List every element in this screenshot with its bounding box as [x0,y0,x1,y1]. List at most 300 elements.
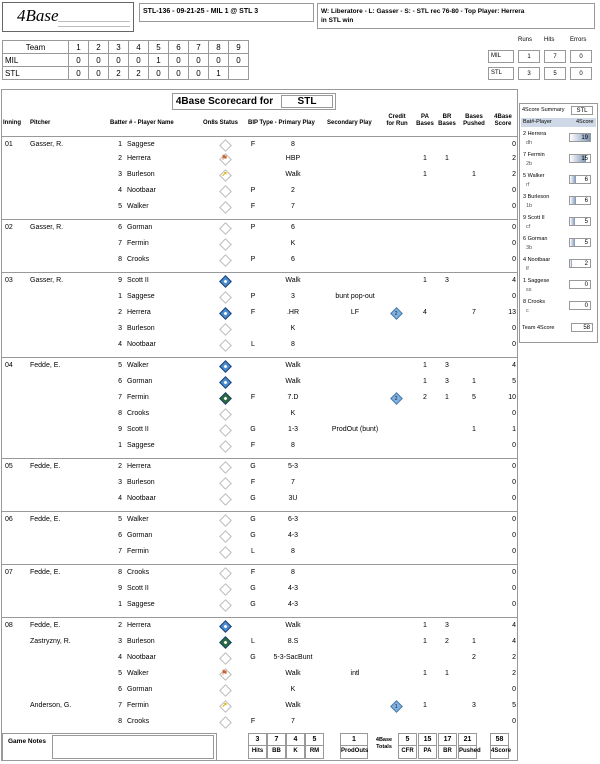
pa-bases: 1 [423,171,427,178]
pa-bases: 2 [423,394,427,401]
summary-score [569,301,591,310]
summary-total: 58 [571,323,593,332]
batter-name: Scott II [127,277,149,284]
4base-score: 0 [512,569,516,576]
pitcher-name: Gasser, R. [30,141,64,148]
pa-bases: 1 [423,277,427,284]
column-header: 4Base Score [494,114,512,127]
pa-bases: 1 [423,362,427,369]
primary-play: 7 [291,718,295,725]
game-notes-field[interactable] [52,735,214,759]
4base-score: 0 [512,686,516,693]
runner-icon: ⚑ [221,670,228,677]
runner-icon: ⚑ [221,155,228,162]
bip-type: G [250,585,256,592]
prodouts-box-label: ProdOuts [341,745,367,757]
primary-play: 8 [291,341,295,348]
batter-name: Crooks [127,718,150,725]
batter-name: Saggese [127,442,155,449]
stat-box [286,733,305,759]
stat-box-value: 4 [293,736,298,743]
batter-number: 1 [118,293,122,300]
inning-number: 04 [5,362,13,369]
inning-score: 0 [89,54,109,67]
total-box-label: 4Score [491,745,508,757]
batter-name: Gorman [127,532,153,539]
pa-bases: 1 [423,155,427,162]
summary-team: STL [571,106,593,115]
total-box [398,733,417,759]
column-header: Credit for Run [386,114,408,127]
prodouts-box-value: 1 [352,736,356,743]
summary-total-label: Team 4Score [522,325,555,331]
bip-type: G [250,516,256,523]
4base-score: 0 [512,601,516,608]
bases-pushed: 7 [472,309,476,316]
bip-type: L [251,341,255,348]
batter-number: 7 [118,548,122,555]
total-box-value: 58 [495,736,504,743]
inning-score: 0 [189,67,209,80]
4base-score: 5 [512,378,516,385]
batter-name: Nootbaar [127,495,156,502]
pitcher-name: Gasser, R. [30,277,64,284]
bases-pushed: 5 [472,394,476,401]
result-line-2: in STL win [321,17,354,24]
batter-name: Walker [127,203,149,210]
inning-number: 08 [5,622,13,629]
4base-score: 0 [512,548,516,555]
summary-score-value: 15 [581,156,588,162]
batter-name: Gorman [127,378,153,385]
br-bases: 3 [445,362,449,369]
primary-play: HBP [285,155,301,162]
primary-play: 4-3 [287,601,299,608]
total-box [458,733,481,759]
batter-name: Saggese [127,141,155,148]
4base-score: 0 [512,293,516,300]
summary-score [569,238,591,247]
bip-type: G [250,532,256,539]
batter-name: Herrera [127,463,151,470]
batter-number: 9 [118,426,122,433]
primary-play: 8 [291,442,295,449]
inning-score: 0 [209,54,229,67]
batter-number: 7 [118,702,122,709]
batter-number: 5 [118,516,122,523]
inning-divider [1,458,518,459]
summary-player: 9 Scott II [523,215,545,221]
4base-score: 0 [512,341,516,348]
column-header: Pitcher [30,120,51,126]
summary-score-bar [570,218,575,225]
column-header: BIP Type - Primary Play [248,120,315,126]
rhe-header: Errors [570,37,587,43]
inning-number: 07 [5,569,13,576]
bases-pushed: 1 [472,638,476,645]
batter-number: 2 [118,155,122,162]
primary-play: Walk [285,670,301,677]
inning-score [229,67,249,80]
result-header [317,3,595,29]
bip-type: P [250,187,256,194]
logo-text: 4Base [17,6,59,25]
inning-header: 1 [69,41,89,54]
4base-score: 0 [512,410,516,417]
stat-box-value: 7 [274,736,279,743]
batter-name: Fermin [127,702,149,709]
primary-play: Walk [285,277,301,284]
prodouts-box [340,733,368,759]
stat-box-label: Hits [249,745,266,757]
scorecard-team: STL [281,95,333,108]
inning-divider [1,136,518,137]
summary-position: 2b [526,161,533,167]
batter-number: 4 [118,495,122,502]
inning-score: 0 [189,54,209,67]
bip-type: G [250,463,256,470]
inning-score: 0 [149,67,169,80]
primary-play: 7 [291,479,295,486]
batter-number: 6 [118,686,122,693]
scorecard-title [172,93,336,110]
stat-box-label: BB [268,745,285,757]
4base-score: 0 [512,203,516,210]
inning-header: 5 [149,41,169,54]
rhe-errors: 0 [570,67,592,80]
summary-score-value: 5 [584,219,588,225]
total-box [418,733,437,759]
summary-score-value: 19 [581,135,588,141]
primary-play: K [290,240,296,247]
summary-player: 8 Crooks [523,299,546,305]
bases-pushed: 1 [472,171,476,178]
batter-number: 9 [118,277,122,284]
summary-score [569,175,591,184]
bip-type: P [250,293,256,300]
inning-header: 7 [189,41,209,54]
inning-divider [1,617,518,618]
bip-type: G [250,654,256,661]
bip-type: P [250,256,256,263]
bip-type: G [250,601,256,608]
batter-number: 6 [118,224,122,231]
summary-score-bar [570,176,576,183]
primary-play: 1-3 [287,426,299,433]
4base-score: 0 [512,463,516,470]
inning-header: 4 [129,41,149,54]
batter-number: 2 [118,309,122,316]
inning-number: 03 [5,277,13,284]
primary-play: Walk [285,362,301,369]
logo-subline [58,21,130,27]
batter-number: 3 [118,325,122,332]
inning-score: 0 [229,54,249,67]
inning-divider [1,272,518,273]
bip-type: F [250,718,256,725]
4base-score: 0 [512,224,516,231]
4base-score: 13 [508,309,516,316]
line-score-table [2,40,249,80]
primary-play: K [290,686,296,693]
primary-play: 8.S [287,638,299,645]
pa-bases: 1 [423,702,427,709]
bip-type: F [250,141,256,148]
inning-header: 3 [109,41,129,54]
batter-name: Herrera [127,309,151,316]
batter-number: 7 [118,394,122,401]
batter-number: 7 [118,240,122,247]
primary-play: 3 [291,293,295,300]
batter-number: 4 [118,654,122,661]
inning-score: 0 [129,54,149,67]
pitcher-name: Gasser, R. [30,224,64,231]
4base-score: 2 [512,670,516,677]
bip-type: G [250,426,256,433]
inning-number: 01 [5,141,13,148]
summary-score [569,196,591,205]
4base-score: 4 [512,277,516,284]
inning-score: 0 [109,54,129,67]
batter-name: Burleson [127,325,155,332]
batter-number: 8 [118,410,122,417]
inning-score: 1 [209,67,229,80]
br-bases: 3 [445,378,449,385]
logo [2,2,134,32]
rhe-header: Hits [544,37,555,43]
bases-pushed: 1 [472,426,476,433]
summary-player: 4 Nootbaar [523,257,551,263]
summary-player: 7 Fermin [523,152,545,158]
inning-score: 0 [69,54,89,67]
summary-score [569,133,591,142]
stat-box-value: 3 [255,736,260,743]
stat-box [267,733,286,759]
pa-bases: 4 [423,309,427,316]
bip-type: F [250,479,256,486]
br-bases: 2 [445,638,449,645]
batter-number: 9 [118,585,122,592]
rhe-errors: 0 [570,50,592,63]
inning-divider [1,511,518,512]
stat-box-label: K [287,745,304,757]
game-title: STL-136 - 09-21-25 - MIL 1 @ STL 3 [143,8,259,15]
pa-bases: 1 [423,622,427,629]
batter-number: 1 [118,601,122,608]
summary-score-bar [570,197,576,204]
inning-score: 2 [109,67,129,80]
summary-player: 3 Burleson [523,194,550,200]
total-box-value: 21 [463,736,472,743]
secondary-play: LF [350,309,360,316]
summary-score [569,280,591,289]
batter-number: 5 [118,362,122,369]
total-box [438,733,457,759]
runner-icon: ➚ [221,702,228,709]
4base-score: 10 [508,394,516,401]
batter-number: 1 [118,442,122,449]
pitcher-name: Fedde, E. [30,463,61,470]
br-bases: 1 [445,394,449,401]
primary-play: 4-3 [287,585,299,592]
stat-box [248,733,267,759]
pitcher-name: Fedde, E. [30,362,61,369]
4base-score: 0 [512,141,516,148]
4base-score: 0 [512,442,516,449]
batter-name: Nootbaar [127,187,156,194]
credit-for-run-value: 2 [394,310,398,317]
summary-position: ss [526,287,532,293]
total-box-value: 17 [443,736,452,743]
column-header: Batter # - Player Name [110,120,174,126]
rhe-hits: 5 [544,67,566,80]
summary-score-value: 5 [584,240,588,246]
inning-divider [1,357,518,358]
4base-score: 2 [512,171,516,178]
batter-name: Nootbaar [127,341,156,348]
primary-play: Walk [285,702,301,709]
batter-name: Fermin [127,548,149,555]
primary-play: 3U [288,495,298,502]
4base-score: 0 [512,479,516,486]
summary-score-bar [570,260,572,267]
summary-score [569,217,591,226]
br-bases: 3 [445,277,449,284]
primary-play: Walk [285,622,301,629]
batter-name: Crooks [127,256,150,263]
summary-player: 1 Saggese [523,278,550,284]
inning-number: 05 [5,463,13,470]
rhe-runs: 1 [518,50,540,63]
stat-box-value: 5 [312,736,317,743]
batter-name: Fermin [127,394,149,401]
batter-number: 8 [118,256,122,263]
summary-score-value: 6 [584,198,588,204]
batter-number: 4 [118,341,122,348]
total-box [490,733,512,759]
batter-name: Burleson [127,479,155,486]
primary-play: 5-3-SacBunt [273,654,313,661]
primary-play: 8 [291,569,295,576]
br-bases: 1 [445,155,449,162]
batter-name: Gorman [127,224,153,231]
4base-score: 0 [512,256,516,263]
4base-score: 0 [512,718,516,725]
summary-position: rf [526,182,530,188]
inning-score: 0 [169,67,189,80]
primary-play: 2 [291,187,295,194]
team-header: Team [3,41,69,54]
summary-player: 2 Herrera [523,131,547,137]
inning-header: 6 [169,41,189,54]
batter-name: Walker [127,516,149,523]
batter-number: 8 [118,569,122,576]
total-box-label: Pushed [459,745,476,757]
4base-score: 2 [512,155,516,162]
summary-player: 5 Walker [523,173,545,179]
bip-type: F [250,394,256,401]
summary-position: 3b [526,245,533,251]
bip-type: F [250,442,256,449]
credit-for-run-value: 2 [394,395,398,402]
line-score-row [3,67,249,80]
batter-name: Scott II [127,426,149,433]
pa-bases: 1 [423,638,427,645]
rhe-header: Runs [518,37,533,43]
primary-play: 6 [291,224,295,231]
result-line: W: Liberatore - L: Gasser - S: - STL rec 76-80 - Top Player: Herrera [321,8,525,15]
line-score-row [3,54,249,67]
batter-name: Burleson [127,638,155,645]
runner-icon: ➚ [221,171,228,178]
batter-number: 8 [118,718,122,725]
4base-score: 4 [512,362,516,369]
secondary-play: bunt pop-out [335,293,375,300]
primary-play: 7.D [287,394,299,401]
scorecard-title-label: 4Base Scorecard for [175,96,274,107]
summary-position: lf [526,266,529,272]
column-header: PA Bases [416,114,434,127]
batter-name: Gorman [127,686,153,693]
batter-name: Fermin [127,240,149,247]
batter-number: 3 [118,638,122,645]
column-header: On8s Status [203,120,239,126]
primary-play: 8 [291,141,295,148]
total-box-value: 15 [423,736,432,743]
batter-name: Crooks [127,569,150,576]
4base-score: 0 [512,585,516,592]
batter-name: Herrera [127,155,151,162]
column-header: Secondary Play [327,120,372,126]
scorecard-panel [1,89,518,761]
primary-play: Walk [285,378,301,385]
summary-col-score: 4Score [576,119,594,125]
summary-position: 1b [526,203,533,209]
rhe-team: MIL [488,50,514,63]
pa-bases: 1 [423,670,427,677]
pa-bases: 1 [423,378,427,385]
bases-pushed: 3 [472,702,476,709]
team-name: MIL [3,54,69,67]
batter-number: 1 [118,141,122,148]
4base-score: 0 [512,240,516,247]
inning-score: 0 [89,67,109,80]
pitcher-name: Fedde, E. [30,569,61,576]
summary-position: dh [526,140,533,146]
primary-play: 8 [291,548,295,555]
4base-score: 0 [512,532,516,539]
summary-score [569,154,591,163]
primary-play: Walk [285,171,301,178]
pitcher-name: Fedde, E. [30,622,61,629]
bip-type: L [251,548,255,555]
rhe-team: STL [488,67,514,80]
inning-score: 1 [149,54,169,67]
br-bases: 1 [445,670,449,677]
bip-type: F [250,569,256,576]
bases-pushed: 2 [472,654,476,661]
summary-col-player: Bat#-Player [523,119,552,125]
inning-number: 02 [5,224,13,231]
primary-play: .HR [286,309,300,316]
summary-score [569,259,591,268]
batter-name: Nootbaar [127,654,156,661]
credit-for-run-value: 1 [394,703,398,710]
rhe-runs: 3 [518,67,540,80]
batter-number: 2 [118,622,122,629]
batter-name: Crooks [127,410,150,417]
primary-play: K [290,325,296,332]
